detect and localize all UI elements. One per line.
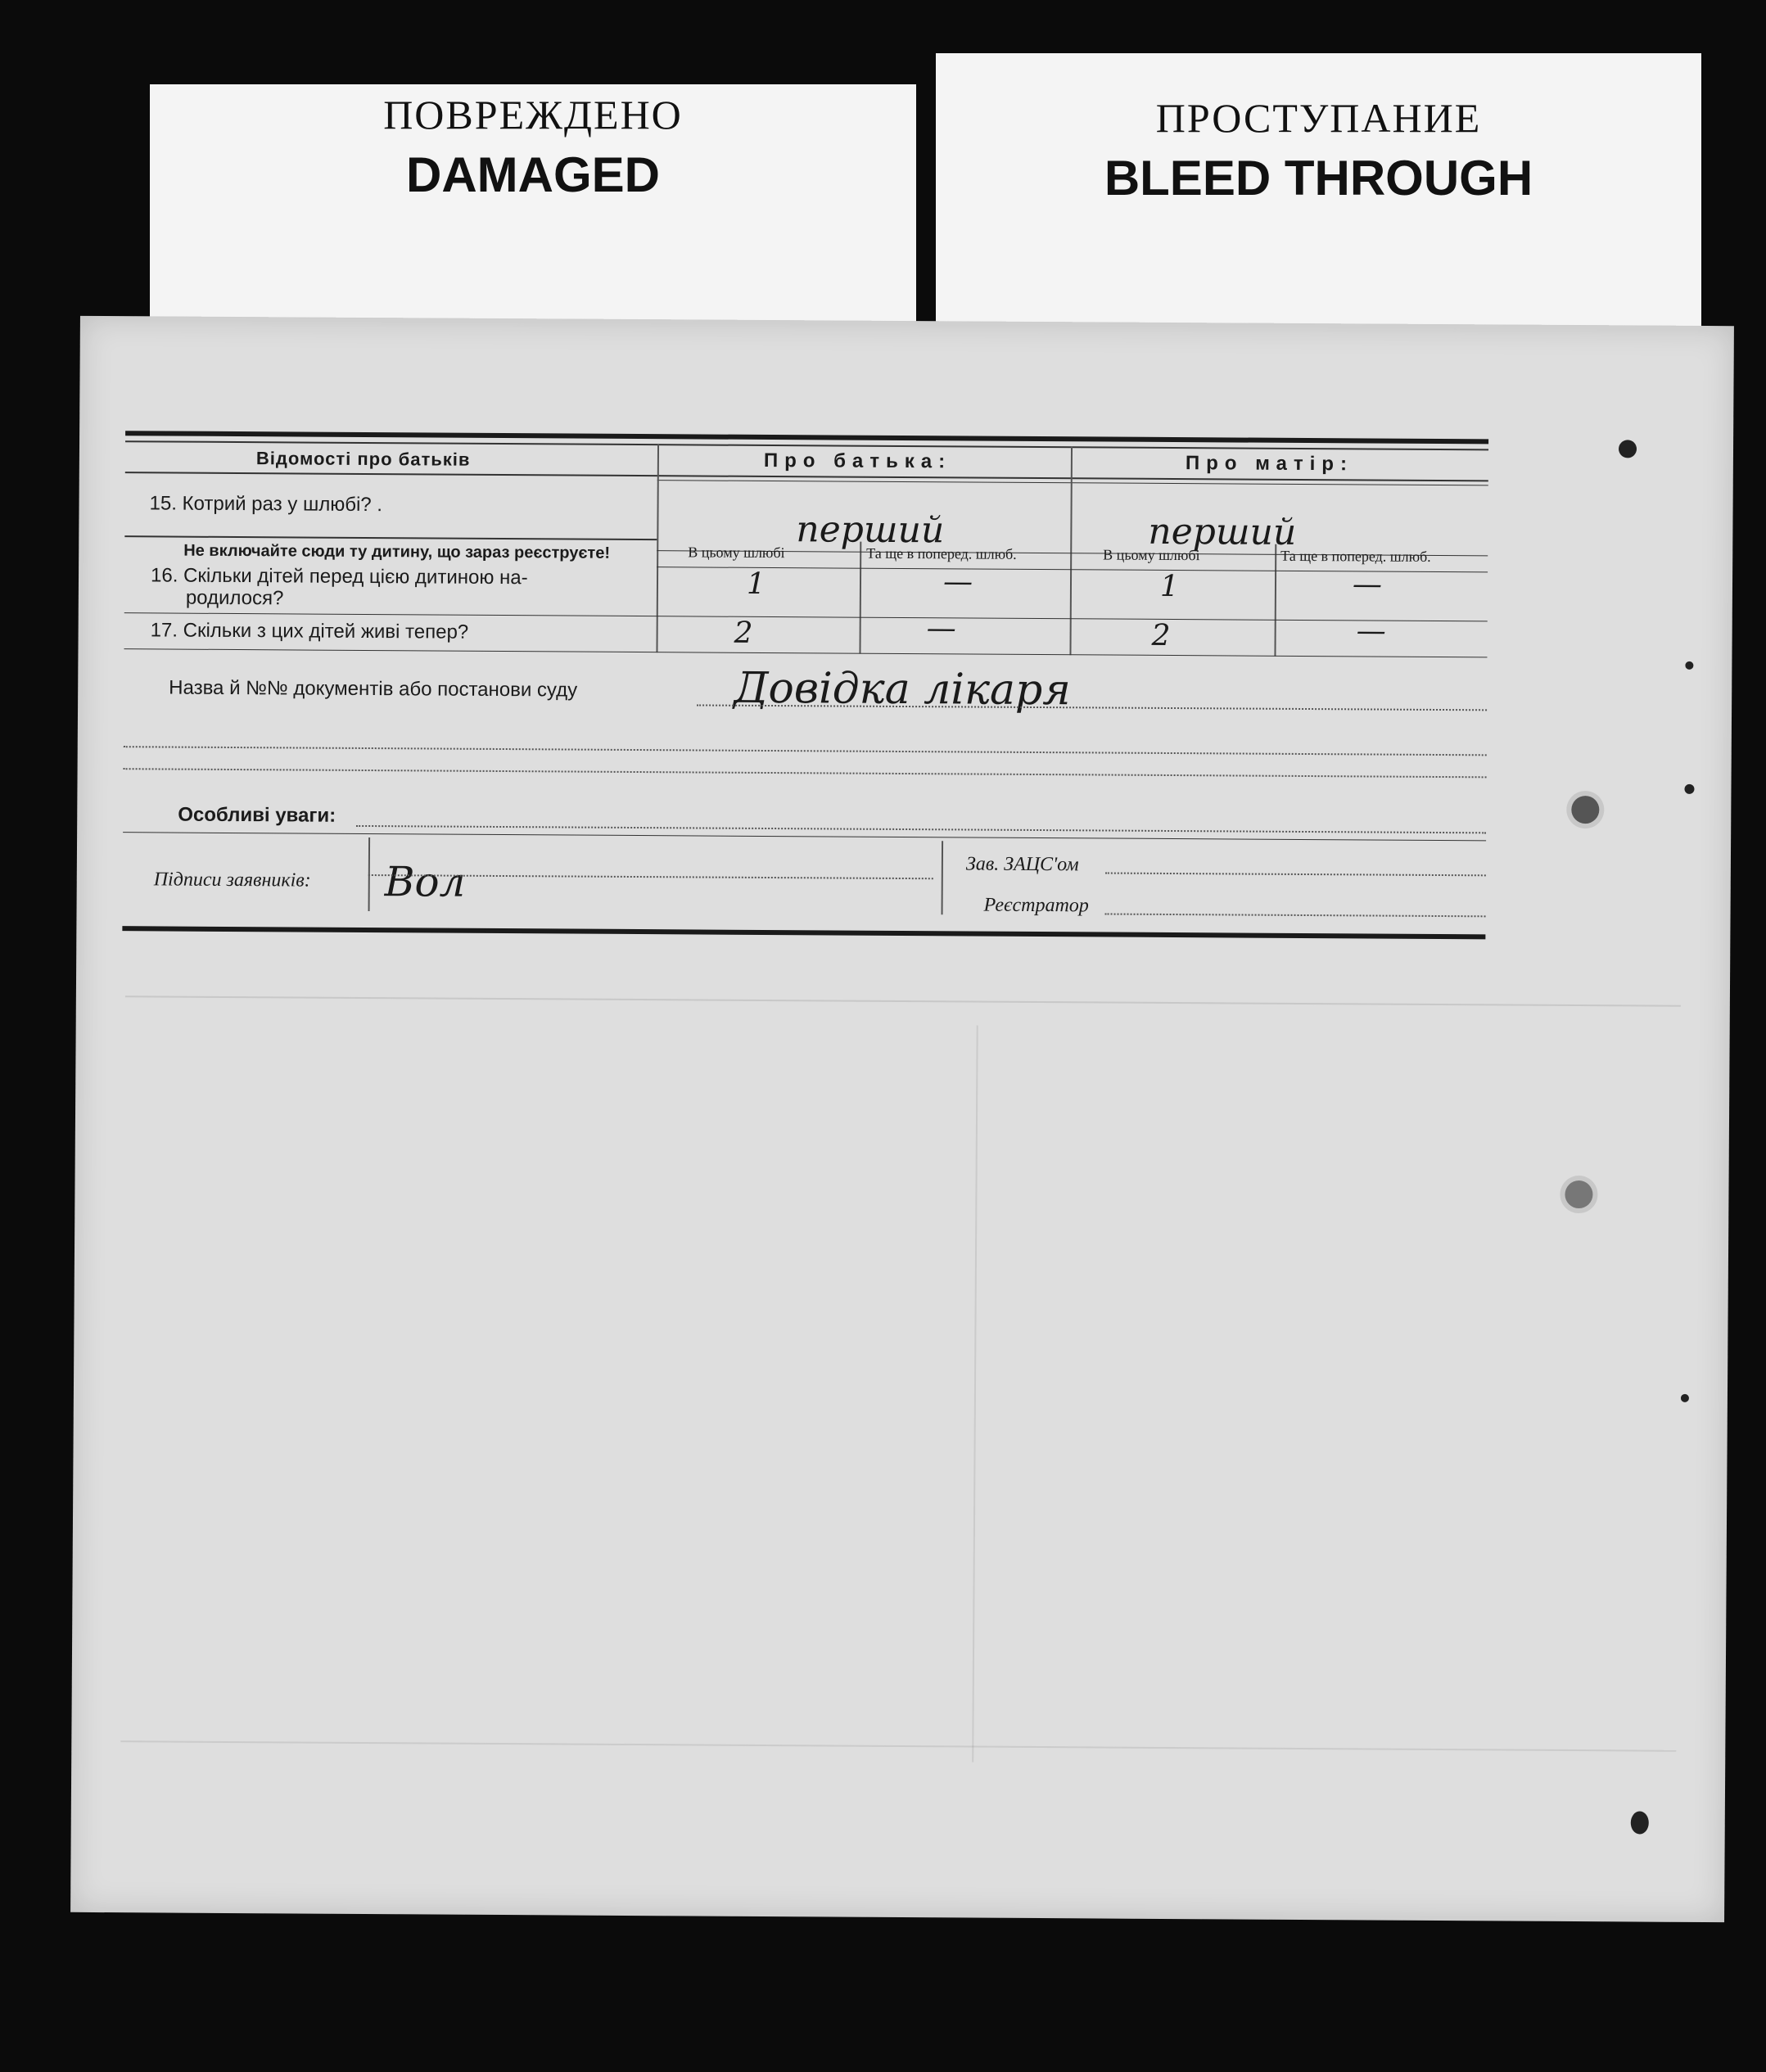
punch-hole [1631,1811,1649,1834]
signatures-value: Вол [384,858,466,906]
q17-father-this-value: 2 [734,616,753,650]
bleed-through-tag-card [936,53,1701,332]
parents-info-header: Відомості про батьків [255,448,471,470]
signatures-label: Підписи заявників: [153,869,311,892]
damaged-tag-en: DAMAGED [406,147,660,202]
q17-mother-prev-value: — [1356,614,1386,648]
punch-hole [1619,440,1637,458]
q16-note: Не включайте сюди ту дитину, що зараз реєструєте! [183,541,611,562]
documents-value: Довідка лікаря [734,663,1071,715]
documents-label: Назва й №№ документів або постанови суду [169,676,578,702]
q15-father-value: перший [796,508,945,552]
q16-mother-this-value: 1 [1159,569,1180,604]
dot-mark [1685,661,1693,670]
document-sheet [70,316,1734,1922]
bleed-tag-ru: ПРОСТУПАНИЕ [1155,95,1482,141]
q17-mother-this-value: 2 [1151,618,1171,652]
q16-father-col-prev: Та ще в поперед. шлюб. [866,544,1017,562]
about-father-header: Про батька: [763,449,952,473]
q16-label-line1: 16. Скільки дітей перед цією дитиною на- [150,564,528,589]
dot-mark [1681,1394,1689,1402]
parents-info-form [125,431,1488,917]
q15-label: 15. Котрий раз у шлюбі? . [149,492,383,517]
registrar-label: Реєстратор [983,894,1089,917]
punch-hole [1565,1180,1592,1208]
damaged-tag-ru: ПОВРЕЖДЕНО [383,92,683,138]
q15-mother-value: перший [1148,510,1297,553]
bleed-tag-en: BLEED THROUGH [1104,151,1533,205]
q16-mother-prev-value: — [1352,567,1383,602]
special-notes-label: Особливі уваги: [178,803,336,827]
q16-mother-col-this: В цьому шлюбі [1103,546,1200,564]
registrar-head-label: Зав. ЗАЦС'ом [965,853,1079,876]
q16-mother-col-prev: Та ще в поперед. шлюб. [1280,547,1431,565]
q17-label: 17. Скільки з цих дітей живі тепер? [150,619,469,643]
about-mother-header: Про матір: [1185,452,1354,476]
q16-father-col-this: В цьому шлюбі [688,544,785,562]
q16-father-prev-value: — [942,565,973,599]
q16-father-this-value: 1 [746,567,766,601]
q17-father-prev-value: — [926,612,956,646]
punch-hole [1571,796,1599,824]
dot-mark [1684,784,1694,794]
q16-label-line2: родилося? [185,586,284,610]
damaged-tag-card [150,84,916,330]
